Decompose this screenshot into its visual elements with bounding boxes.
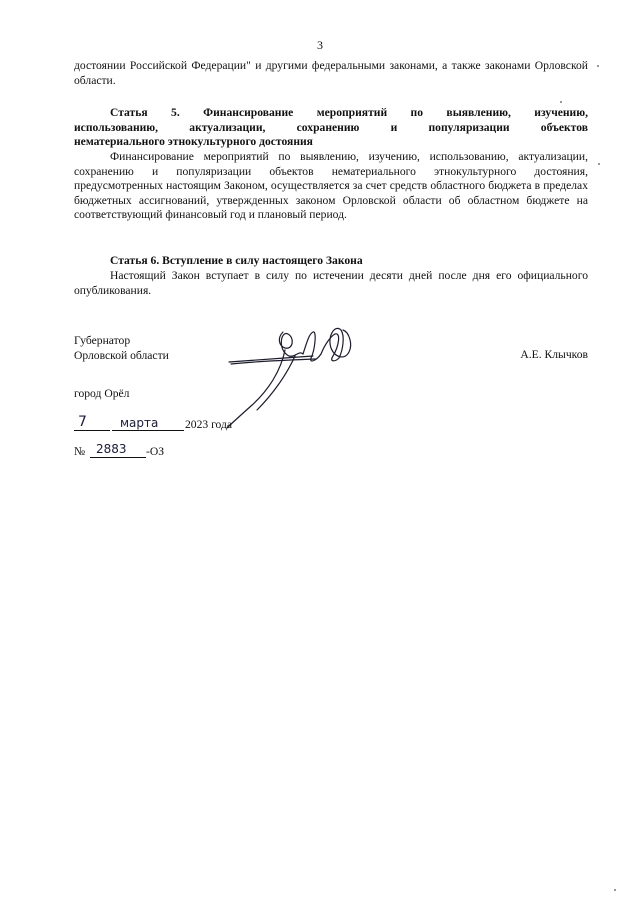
- signatory-name: А.Е. Клычков: [520, 348, 588, 361]
- scan-speck: [560, 101, 562, 103]
- article-5-body: Финансирование мероприятий по выявлению, изучению, использованию, актуализации, сохранению и популяризации объектов нематериального этнокультурного достояния, предусмотренных настоящим Законом, осуществляется за счет средств областного бюджета в пределах бюджетных ассигнований, утвержденных законом Орловской области об областном бюджете на соответствующий финансовый год и плановый период.: [74, 150, 588, 222]
- date-month: марта: [120, 416, 159, 430]
- article-5-heading-line-2: использованию, актуализации, сохранению и популяризации объектов: [74, 120, 588, 134]
- signatory-title-line-1: Губернатор: [74, 334, 131, 347]
- date-month-underline: [112, 430, 184, 431]
- page-number: 3: [317, 38, 323, 52]
- signatory-title-line-2: Орловской области: [74, 349, 169, 362]
- scan-speck: [614, 889, 616, 891]
- signing-date: [74, 414, 314, 434]
- date-day-underline: [74, 430, 110, 431]
- law-number-suffix: -ОЗ: [146, 445, 165, 458]
- paragraph-continuation: достоянии Российской Федерации" и другими федеральными законами, а также законами Орловской области.: [74, 59, 588, 87]
- article-6-body: Настоящий Закон вступает в силу по истечении десяти дней после дня его официального опубликования.: [74, 269, 588, 297]
- scan-speck: [597, 65, 599, 67]
- signing-city: город Орёл: [74, 387, 130, 400]
- law-number-prefix: №: [74, 445, 86, 458]
- law-number-underline: [90, 457, 146, 458]
- date-day: 7: [78, 414, 87, 430]
- signatory-title: [74, 333, 169, 363]
- article-6-heading: Статья 6. Вступление в силу настоящего Закона: [110, 254, 363, 267]
- article-5-heading-line-1: Статья 5. Финансирование мероприятий по выявлению, изучению,: [110, 106, 588, 119]
- article-5-heading-line-3: нематериального этнокультурного достояния: [74, 135, 313, 149]
- article-5-heading: [74, 106, 588, 150]
- scan-speck: [598, 163, 600, 165]
- law-number: [74, 442, 194, 461]
- law-number-value: 2883: [96, 442, 127, 456]
- date-year: 2023 года: [185, 418, 233, 431]
